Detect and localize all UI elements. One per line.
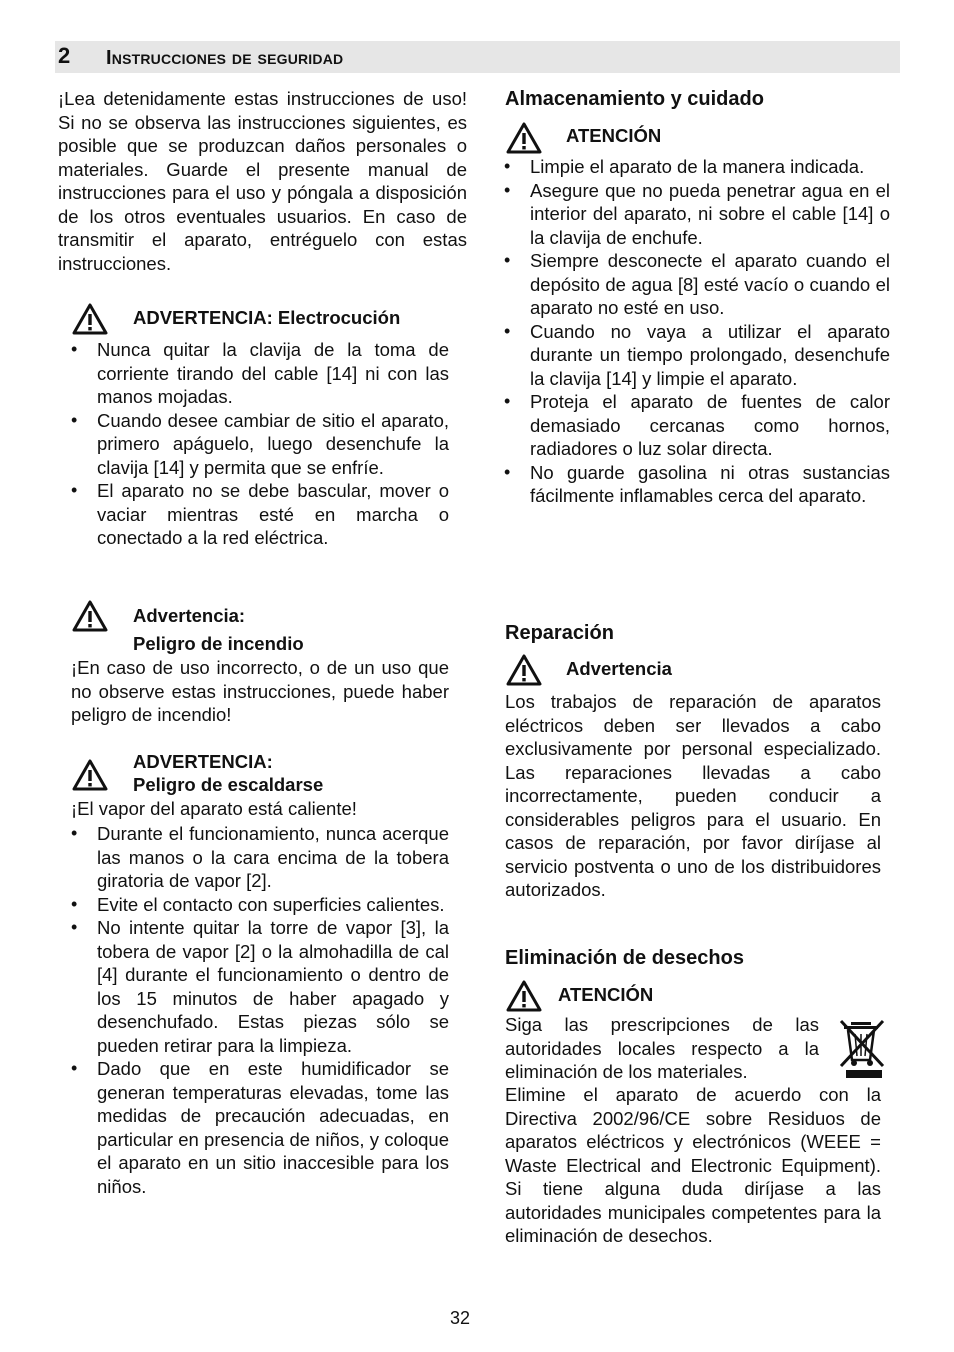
- warning-electrocution-title: ADVERTENCIA: Electrocución: [133, 307, 401, 328]
- list-item: • No guarde gasolina ni otras sustancias fácilmente inflamables cerca del aparato.: [504, 461, 890, 508]
- list-item: • Dado que en este humidificador se generan temperaturas elevadas, tome las medidas de precaución adecuadas, en particular en presencia de niños, y coloque el aparato en un sitio inaccesible para los niños.: [71, 1057, 449, 1198]
- repair-heading: Reparación: [505, 622, 614, 644]
- warning-triangle-icon: [72, 600, 108, 632]
- intro-paragraph: ¡Lea detenidamente estas instrucciones de uso! Si no se observa las instrucciones siguientes, es posible que se produzcan daños personales o materiales. Guarde el presente manual de instrucciones para el uso y póngala a disposición de los otros eventuales usuarios. En caso de transmitir el aparato, entréguelo con estas instrucciones.: [58, 88, 467, 274]
- warning-triangle-icon: [72, 759, 108, 791]
- warning-triangle-icon: [506, 980, 542, 1012]
- warning-scald-title-1: ADVERTENCIA:: [133, 751, 273, 772]
- warning-triangle-icon: [506, 122, 542, 154]
- warning-triangle-icon: [506, 654, 542, 686]
- warning-scald-title-2: Peligro de escaldarse: [133, 774, 324, 795]
- list-item: • Evite el contacto con superficies calientes.: [71, 893, 449, 917]
- storage-warning-icon-wrap: [506, 122, 542, 154]
- storage-heading: Almacenamiento y cuidado: [505, 88, 764, 110]
- fire-paragraph: ¡En caso de uso incorrecto, o de un uso que no observe estas instrucciones, puede haber peligro de incendio!: [71, 657, 449, 725]
- disposal-heading: Eliminación de desechos: [505, 947, 744, 969]
- list-item: • Durante el funcionamiento, nunca acerque las manos o la cara encima de la tobera giratoria de vapor [2].: [71, 822, 449, 893]
- section-number: 2: [58, 43, 71, 68]
- storage-warning-title: ATENCIÓN: [566, 125, 662, 146]
- list-item: • Limpie el aparato de la manera indicada.: [504, 155, 890, 179]
- list-item: • Cuando desee cambiar de sitio el aparato, primero apáguelo, luego desenchufe la clavija [14] y permita que se enfríe.: [71, 409, 449, 480]
- disposal-paragraph-2: Elimine el aparato de acuerdo con la Directiva 2002/96/CE sobre Residuos de aparatos eléctricos y electrónicos (WEEE = Waste Electrical and Electronic Equipment). Si tiene alguna duda diríjase a las autoridades municipales competentes para la eliminación de desechos.: [505, 1084, 881, 1246]
- warning-fire-title-2: Peligro de incendio: [133, 633, 304, 654]
- list-item: • El aparato no se debe bascular, mover o vaciar mientras esté en marcha o conectado a la red eléctrica.: [71, 479, 449, 550]
- repair-paragraph: Los trabajos de reparación de aparatos eléctricos deben ser llevados a cabo exclusivamente por personal especializado. Las reparaciones llevadas a cabo incorrectamente, pueden conducir a considerables peligros para el usuario. En casos de reparación, por favor diríjase al servicio postventa o uno de los distribuidores autorizados.: [505, 691, 881, 900]
- disposal-warning-title: ATENCIÓN: [558, 984, 654, 1005]
- disposal-paragraph-1: Siga las prescripciones de las autoridades locales respecto a la eliminación de los materiales.: [505, 1014, 819, 1082]
- warning-fire-icon-wrap: [72, 600, 108, 632]
- warning-electrocution-icon-wrap: [72, 303, 108, 335]
- list-item: • Proteja el aparato de fuentes de calor demasiado cercanas como hornos, radiadores o luz solar directa.: [504, 390, 890, 461]
- storage-list: [504, 155, 890, 508]
- list-item: • Cuando no vaya a utilizar el aparato durante un tiempo prolongado, desenchufe la clavija [14] y limpie el aparato.: [504, 320, 890, 391]
- scald-intro: ¡El vapor del aparato está caliente!: [71, 798, 357, 819]
- crossed-out-bin-icon: [838, 1018, 886, 1080]
- list-item: • Nunca quitar la clavija de la toma de corriente tirando del cable [14] ni con las manos mojadas.: [71, 338, 449, 409]
- repair-warning-title: Advertencia: [566, 658, 672, 679]
- list-item: • Siempre desconecte el aparato cuando el depósito de agua [8] esté vacío o cuando el aparato no esté en uso.: [504, 249, 890, 320]
- warning-triangle-icon: [72, 303, 108, 335]
- page-number: 32: [450, 1308, 471, 1328]
- list-item: • Asegure que no pueda penetrar agua en el interior del aparato, ni sobre el cable [14] o la clavija de enchufe.: [504, 179, 890, 250]
- section-title: Instrucciones de seguridad: [106, 47, 344, 69]
- scald-list: [71, 822, 449, 1198]
- section-header: [55, 41, 900, 73]
- warning-scald-icon-wrap: [72, 759, 108, 791]
- warning-fire-title-1: Advertencia:: [133, 605, 246, 626]
- repair-warning-icon-wrap: [506, 654, 542, 686]
- electrocution-list: [71, 338, 449, 550]
- list-item: • No intente quitar la torre de vapor [3], la tobera de vapor [2] o la almohadilla de cal [4] durante el funcionamiento o dentro de los 15 minutos de haber apagado y desenchufado. Estas piezas sólo se pueden retirar para la limpieza.: [71, 916, 449, 1057]
- disposal-warning-icon-wrap: [506, 980, 542, 1012]
